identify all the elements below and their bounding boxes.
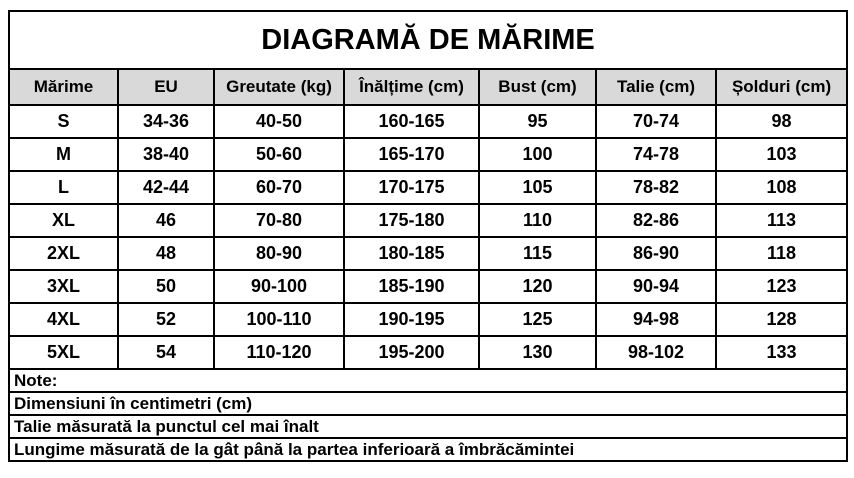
table-cell: 95 (479, 105, 596, 138)
table-cell: 125 (479, 303, 596, 336)
table-row-s (9, 105, 847, 138)
table-cell: 82-86 (596, 204, 716, 237)
size-label-cell: 5XL (9, 336, 118, 369)
table-cell: 170-175 (344, 171, 479, 204)
table-cell: 78-82 (596, 171, 716, 204)
table-cell: 34-36 (118, 105, 214, 138)
table-cell: 180-185 (344, 237, 479, 270)
table-row-3xl (9, 270, 847, 303)
size-chart-table (8, 10, 848, 462)
table-cell: 42-44 (118, 171, 214, 204)
col-header-talie: Talie (cm) (596, 69, 716, 105)
note-row (9, 369, 847, 392)
col-header-bust: Bust (cm) (479, 69, 596, 105)
table-cell: 86-90 (596, 237, 716, 270)
note-row (9, 415, 847, 438)
table-cell: 110 (479, 204, 596, 237)
table-cell: 52 (118, 303, 214, 336)
table-cell: 185-190 (344, 270, 479, 303)
col-header-inaltime: Înălțime (cm) (344, 69, 479, 105)
table-cell: 48 (118, 237, 214, 270)
table-cell: 160-165 (344, 105, 479, 138)
table-cell: 100 (479, 138, 596, 171)
table-cell: 50 (118, 270, 214, 303)
page-title: DIAGRAMĂ DE MĂRIME (9, 11, 847, 69)
table-cell: 103 (716, 138, 847, 171)
table-cell: 60-70 (214, 171, 344, 204)
size-label-cell: 4XL (9, 303, 118, 336)
note-length: Lungime măsurată de la gât până la partea inferioară a îmbrăcămintei (9, 438, 847, 461)
table-cell: 70-74 (596, 105, 716, 138)
table-cell: 46 (118, 204, 214, 237)
table-row-4xl (9, 303, 847, 336)
table-cell: 105 (479, 171, 596, 204)
size-label-cell: S (9, 105, 118, 138)
note-waist: Talie măsurată la punctul cel mai înalt (9, 415, 847, 438)
table-cell: 175-180 (344, 204, 479, 237)
table-cell: 100-110 (214, 303, 344, 336)
col-header-marime: Mărime (9, 69, 118, 105)
table-cell: 90-100 (214, 270, 344, 303)
size-label-cell: M (9, 138, 118, 171)
table-cell: 128 (716, 303, 847, 336)
table-row-xl (9, 204, 847, 237)
table-row-l (9, 171, 847, 204)
size-label-cell: 2XL (9, 237, 118, 270)
table-cell: 98-102 (596, 336, 716, 369)
note-row (9, 392, 847, 415)
header-row (9, 69, 847, 105)
table-cell: 54 (118, 336, 214, 369)
table-cell: 115 (479, 237, 596, 270)
table-cell: 190-195 (344, 303, 479, 336)
size-label-cell: XL (9, 204, 118, 237)
table-row-m (9, 138, 847, 171)
col-header-solduri: Șolduri (cm) (716, 69, 847, 105)
table-cell: 50-60 (214, 138, 344, 171)
table-cell: 123 (716, 270, 847, 303)
table-cell: 70-80 (214, 204, 344, 237)
table-cell: 94-98 (596, 303, 716, 336)
size-label-cell: 3XL (9, 270, 118, 303)
table-row-2xl (9, 237, 847, 270)
table-cell: 38-40 (118, 138, 214, 171)
table-cell: 110-120 (214, 336, 344, 369)
note-label: Note: (9, 369, 847, 392)
col-header-eu: EU (118, 69, 214, 105)
table-cell: 90-94 (596, 270, 716, 303)
table-cell: 165-170 (344, 138, 479, 171)
table-cell: 133 (716, 336, 847, 369)
table-cell: 113 (716, 204, 847, 237)
table-cell: 118 (716, 237, 847, 270)
table-cell: 130 (479, 336, 596, 369)
note-dimensions: Dimensiuni în centimetri (cm) (9, 392, 847, 415)
col-header-greutate: Greutate (kg) (214, 69, 344, 105)
table-cell: 108 (716, 171, 847, 204)
table-cell: 74-78 (596, 138, 716, 171)
table-row-5xl (9, 336, 847, 369)
note-row (9, 438, 847, 461)
table-cell: 98 (716, 105, 847, 138)
table-cell: 80-90 (214, 237, 344, 270)
table-cell: 195-200 (344, 336, 479, 369)
table-cell: 120 (479, 270, 596, 303)
title-row (9, 11, 847, 69)
size-label-cell: L (9, 171, 118, 204)
table-cell: 40-50 (214, 105, 344, 138)
